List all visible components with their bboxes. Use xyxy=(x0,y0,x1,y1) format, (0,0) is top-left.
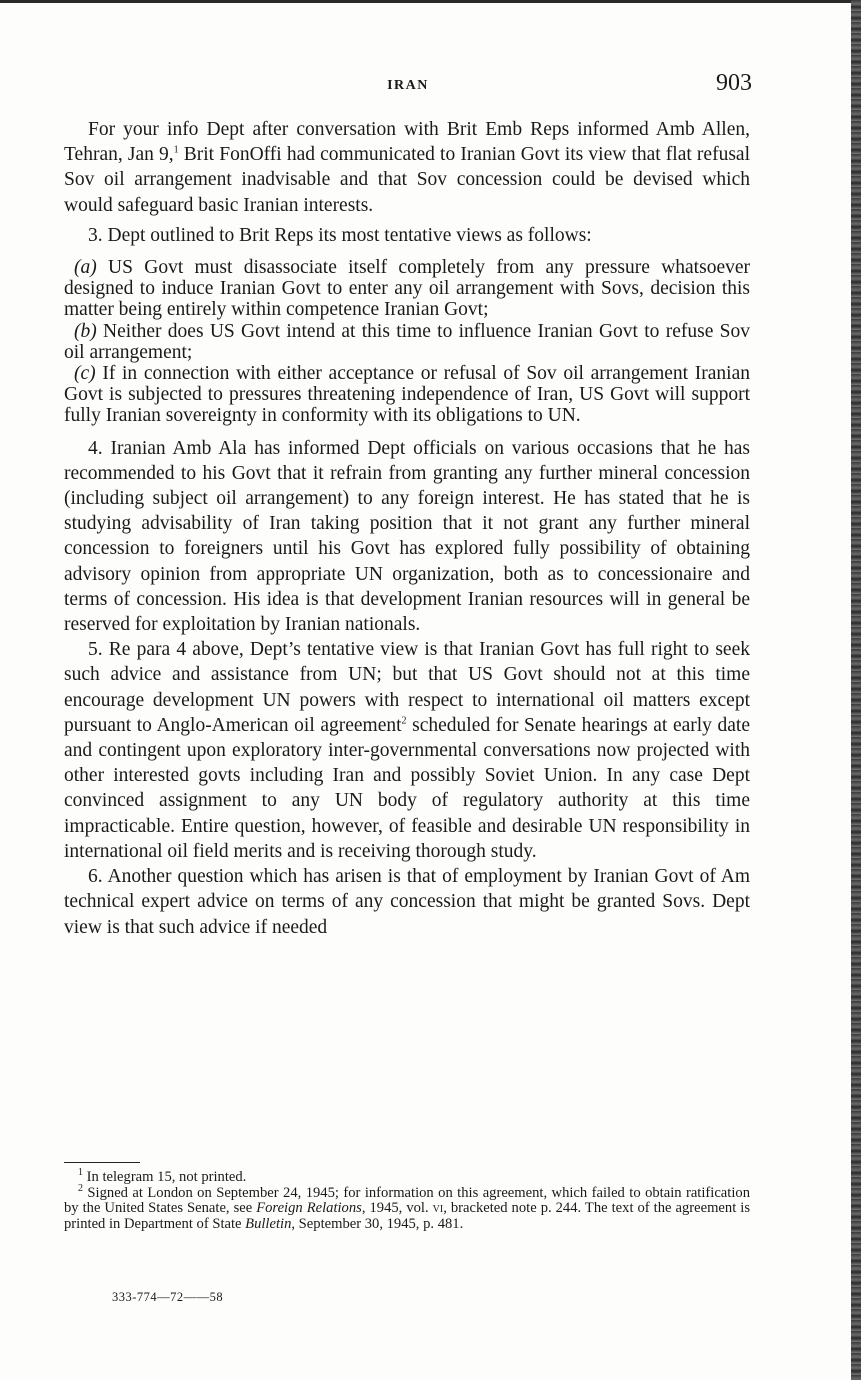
list-item-a-label: (a) xyxy=(74,257,97,279)
body-text xyxy=(64,117,750,940)
tentative-views-list xyxy=(64,257,750,427)
footnote-2-bulletin: Bulletin xyxy=(245,1215,292,1232)
footnote-ref-1: 1 xyxy=(173,144,179,156)
list-item-c-label: (c) xyxy=(74,363,96,385)
footnote-2-mark: 2 xyxy=(78,1182,83,1194)
list-item-b-label: (b) xyxy=(74,320,97,342)
list-item-c xyxy=(64,363,750,427)
paragraph-intro xyxy=(64,117,750,218)
footnote-2-text-a: Signed at London on September 24, 1945; for information on this agreement, which failed to obtain ratification by the United States Senate, see xyxy=(64,1184,750,1217)
footnote-rule xyxy=(64,1162,140,1163)
footnote-1-text: In telegram 15, not printed. xyxy=(83,1169,247,1185)
footnote-2-text-c: , bracketed note p. 244. The text of the agreement is printed in Department of State xyxy=(64,1200,750,1232)
footnote-2 xyxy=(64,1182,750,1233)
list-item-a-text: US Govt must disassociate itself completely from any pressure whatsoever designed to induce Iranian Govt to enter any oil arrangement with Sovs, decision this matter being entirely within competence Iranian Govt; xyxy=(64,257,750,321)
page-number: 903 xyxy=(716,70,752,96)
footnote-2-text-b: , 1945, vol. xyxy=(361,1200,433,1217)
running-head: IRAN xyxy=(387,78,429,93)
footnote-1 xyxy=(64,1167,750,1186)
paragraph-intro-rest: Brit FonOffi had communicated to Iranian Govt its view that flat refusal Sov oil arrangement inadvisable and that Sov concession could be devised which would safeguard basic Iranian interests. xyxy=(64,144,750,216)
paragraph-intro-text: For your info Dept after conversation with Brit Emb Reps informed Amb Allen, Tehran, Jan 9, xyxy=(64,119,750,166)
list-item-c-text: If in connection with either acceptance or refusal of Sov oil arrangement Iranian Govt is subjected to pressures threatening independence of Iran, US Govt will support fully Iranian sovereignty in conformity with its obligations to UN. xyxy=(64,363,750,427)
footnote-1-mark: 1 xyxy=(78,1167,83,1179)
footnote-2-foreign-relations: Foreign Relations xyxy=(256,1200,362,1217)
paragraph-5-rest: scheduled for Senate hearings at early date and contingent upon exploratory inter-governmental conversations now projected with other interested govts including Iran and possibly Soviet Union. In any case Dept convinced assignment to any UN body of regulatory authority at this time impracticable. Entire question, however, of feasible and desirable UN responsibility in international oil field merits and is receiving thorough study. xyxy=(64,714,750,862)
scan-top-edge xyxy=(0,0,861,3)
footnote-2-text-d: , September 30, 1945, p. 481. xyxy=(291,1215,464,1232)
footnote-ref-2: 2 xyxy=(401,715,407,727)
footnotes xyxy=(64,1167,750,1232)
paragraph-3: 3. Dept outlined to Brit Reps its most tentative views as follows: xyxy=(88,224,592,246)
list-item-a xyxy=(64,257,750,321)
printer-line: 333-774—72——58 xyxy=(112,1290,224,1304)
paragraph-6: 6. Another question which has arisen is that of employment by Iranian Govt of Am technical expert advice on terms of any concession that might be granted Sovs. Dept view is that such advice if needed xyxy=(64,866,750,938)
paragraph-4: 4. Iranian Amb Ala has informed Dept officials on various occasions that he has recommended to his Govt that it refrain from granting any further mineral concession (including subject oil arrangement) to any foreign interest. He has stated that he is studying advisability of Iran taking position that it not grant any further mineral concession to foreigners until his Govt has explored fully possibility of obtaining advisory opinion from appropriate UN organization, both as to concessionaire and terms of concession. His idea is that development Iranian resources will in general be reserved for exploitation by Iranian nationals. xyxy=(64,437,750,636)
scan-binding-edge xyxy=(851,0,861,1380)
paragraph-5-text: 5. Re para 4 above, Dept’s tentative view is that Iranian Govt has full right to seek such advice and assistance from UN; but that US Govt should not at this time encourage development UN powers with respect to international oil matters except pursuant to Anglo-American oil agreement xyxy=(64,639,750,736)
list-item-b-text: Neither does US Govt intend at this time to influence Iranian Govt to refuse Sov oil arrangement; xyxy=(64,320,750,363)
paragraph-5 xyxy=(64,637,750,864)
list-item-b xyxy=(64,321,750,363)
page-header xyxy=(64,70,752,102)
footnote-2-volume: vi xyxy=(432,1200,444,1217)
